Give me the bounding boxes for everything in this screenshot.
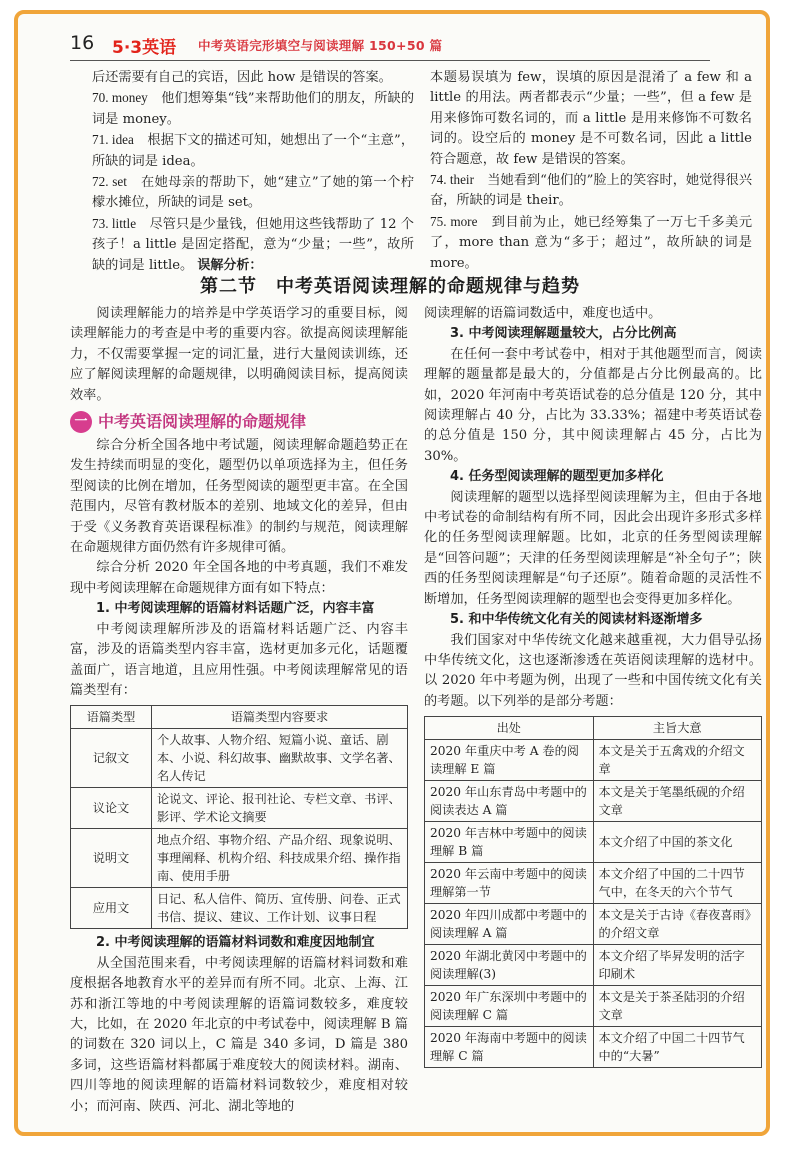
table-header-cell: 语篇类型内容要求: [152, 706, 408, 729]
table-cell: 2020 年海南中考题中的阅读理解 C 篇: [425, 1027, 594, 1068]
table-cell: 2020 年云南中考题中的阅读理解第一节: [425, 863, 594, 904]
book-title: 中考英语完形填空与阅读理解 150+50 篇: [198, 38, 443, 53]
table-cell: 地点介绍、事物介绍、产品介绍、现象说明、事理阐释、机构介绍、科技成果介绍、操作指南、使用手册: [152, 829, 408, 888]
table-header-row: [425, 717, 762, 740]
table-cell: 议论文: [71, 788, 152, 829]
culture-exam-table: [424, 716, 762, 1068]
main-right-column: [424, 304, 762, 1072]
intro-paragraph: 阅读理解能力的培养是中学英语学习的重要目标，阅读理解能力的考查是中考的重要内容。欲提高阅读理解能力，不仅需要掌握一定的词汇量，进行大量阅读训练，还应了解阅读理解的命题规律，以明确阅读目标，提高阅读效率。: [70, 306, 408, 403]
genre-table: [70, 705, 408, 929]
table-cell: 2020 年吉林中考题中的阅读理解 B 篇: [425, 822, 594, 863]
table-cell: 说明文: [71, 829, 152, 888]
header-rule: [70, 60, 710, 61]
subsection-heading: [70, 410, 408, 434]
table-cell: 本文介绍了毕昇发明的活字印刷术: [593, 945, 762, 986]
paragraph: 从全国范围来看，中考阅读理解的语篇材料词数和难度根据各地教育水平的差异而有所不同。北京、上海、江苏和浙江等地的中考阅读理解的语篇词数较多，难度较大，比如，在 2020 年北京的中考试卷中，阅读理解 B 篇的词数在 320 词以上，C 篇是 340 多词，D 篇是 380 多词，这些语篇材料都属于难度较大的阅读材料。湖南、四川等地的阅读理解的语篇材料词数较少，难度相对较小；而河南、陕西、河北、湖北等地的: [70, 955, 408, 1114]
table-cell: 记叙文: [71, 729, 152, 788]
table-header-row: [71, 706, 408, 729]
table-cell: 论说文、评论、报刊社论、专栏文章、书评、影评、学术论文摘要: [152, 788, 408, 829]
answer-item: 72. set 在她母亲的帮助下，她“建立”了她的第一个柠檬水摊位，所缺的词是 set。: [92, 174, 415, 211]
table-row: [71, 729, 408, 788]
table-cell: 本文是关于古诗《春夜喜雨》的介绍文章: [593, 904, 762, 945]
table-cell: 2020 年四川成都中考题中的阅读理解 A 篇: [425, 904, 594, 945]
point-heading: 3. 中考阅读理解题量较大，占分比例高: [450, 326, 677, 342]
table-row: [425, 781, 762, 822]
table-header-cell: 语篇类型: [71, 706, 152, 729]
table-cell: 2020 年山东青岛中考题中的阅读表达 A 篇: [425, 781, 594, 822]
table-row: [425, 740, 762, 781]
point-heading: 1. 中考阅读理解的语篇材料话题广泛，内容丰富: [96, 601, 375, 617]
table-cell: 2020 年重庆中考 A 卷的阅读理解 E 篇: [425, 740, 594, 781]
table-cell: 日记、私人信件、简历、宣传册、问卷、正式书信、提议、建议、工作计划、议事日程: [152, 888, 408, 929]
section-title: 第二节 中考英语阅读理解的命题规律与趋势: [200, 276, 580, 297]
table-row: [425, 986, 762, 1027]
table-cell: 本文介绍了中国的二十四节气中，在冬天的六个节气: [593, 863, 762, 904]
paragraph: 综合分析 2020 年全国各地的中考真题，我们不难发现中考阅读理解在命题规律方面有如下特点：: [70, 560, 408, 596]
paragraph: 阅读理解的题型以选择型阅读理解为主，但由于各地中考试卷的命制结构有所不同，因此会出现许多形式多样化的任务型阅读理解题。比如，北京的任务型阅读理解是“回答问题”；天津的任务型阅读理解是“补全句子”；陕西的任务型阅读理解是“句子还原”。随着命题的灵活性不断增加，任务型阅读理解的题型也会变得更加多样化。: [424, 489, 762, 607]
point-heading: 5. 和中华传统文化有关的阅读材料逐渐增多: [450, 612, 703, 628]
table-row: [425, 1027, 762, 1068]
subsection-badge: 一: [70, 411, 92, 433]
paragraph: 阅读理解的语篇词数适中，难度也适中。: [424, 306, 662, 321]
table-cell: 本文是关于茶圣陆羽的介绍文章: [593, 986, 762, 1027]
table-header-cell: 主旨大意: [593, 717, 762, 740]
paragraph: 中考阅读理解所涉及的语篇材料话题广泛、内容丰富，涉及的语篇类型内容丰富，选材更加多元化，话题覆盖面广，语言地道，且应用性强。中考阅读理解常见的语篇类型有：: [70, 621, 408, 698]
table-row: [71, 888, 408, 929]
brand-logo: 5·3英语: [112, 38, 177, 58]
table-cell: 个人故事、人物介绍、短篇小说、童话、剧本、小说、科幻故事、幽默故事、文学名著、名人传记: [152, 729, 408, 788]
table-row: [425, 904, 762, 945]
point-heading: 4. 任务型阅读理解的题型更加多样化: [450, 469, 664, 485]
table-row: [71, 829, 408, 888]
table-cell: 2020 年广东深圳中考题中的阅读理解 C 篇: [425, 986, 594, 1027]
point-heading: 2. 中考阅读理解的语篇材料词数和难度因地制宜: [96, 935, 375, 951]
table-cell: 应用文: [71, 888, 152, 929]
table-row: [425, 945, 762, 986]
paragraph: 我们国家对中华传统文化越来越重视，大力倡导弘扬中华传统文化，这也逐渐渗透在英语阅读理解的选材中。以 2020 年中考题为例，出现了一些和中国传统文化有关的考题。以下列举的是部分考题：: [424, 632, 762, 709]
error-analysis-label: 误解分析：: [197, 257, 263, 273]
page-header: [70, 30, 710, 60]
answer-item: 70. money 他们想筹集“钱”来帮助他们的朋友，所缺的词是 money。: [92, 90, 415, 127]
table-row: [425, 822, 762, 863]
error-analysis-text: 本题易误填为 few，误填的原因是混淆了 a few 和 a little 的用法。两者都表示“少量；一些”，但 a few 是用来修饰可数名词的，而 a little 是用来修饰不可数名词的。设空后的 money 是不可数名词，因此 a little 符合题意，故 few 是错误的答案。: [430, 70, 752, 167]
table-cell: 本文介绍了中国二十四节气中的“大暑”: [593, 1027, 762, 1068]
answer-item: 71. idea 根据下文的描述可知，她想出了一个“主意”，所缺的词是 idea。: [92, 132, 415, 169]
paragraph: 综合分析全国各地中考试题，阅读理解命题趋势正在发生持续而明显的变化，题型仍以单项选择为主，但任务型阅读的比例在增加，任务型阅读的题型更丰富。在全国范围内，尽管有教材版本的差别、地域文化的差异，但由于受《义务教育英语课程标准》的制约与规范，阅读理解在命题规律方面仍然有许多规律可循。: [70, 438, 408, 556]
table-cell: 本文是关于五禽戏的介绍文章: [593, 740, 762, 781]
table-header-cell: 出处: [425, 717, 594, 740]
table-row: [425, 863, 762, 904]
paragraph: 在任何一套中考试卷中，相对于其他题型而言，阅读理解的题量都是最大的，分值都是占分比例最高的。比如，2020 年河南中考英语试卷的总分值是 120 分，其中阅读理解占 40 分，占比为 33.33%；福建中考英语试卷的总分值是 150 分，其中阅读理解占 45 分，占比为 30%。: [424, 346, 762, 464]
table-cell: 2020 年湖北黄冈中考题中的阅读理解(3): [425, 945, 594, 986]
answers-right-column: [430, 68, 752, 274]
answer-item: 75. more 到目前为止，她已经筹集了一万七千多美元了，more than 意为“多于；超过”，故所缺的词是 more。: [430, 213, 753, 271]
page-number: 16: [70, 32, 95, 54]
answers-lead: 后还需要有自己的宾语，因此 how 是错误的答案。: [92, 70, 392, 85]
answer-item: 73. little 尽管只是少量钱，但她用这些钱帮助了 12 个孩子！a little 是固定搭配，意为“少量；一些”，故所缺的词是 little。 误解分析：: [92, 215, 414, 273]
table-cell: 本文是关于笔墨纸砚的介绍文章: [593, 781, 762, 822]
answer-item: 74. their 当她看到“他们的”脸上的笑容时，她觉得很兴奋，所缺的词是 their。: [430, 172, 753, 209]
table-cell: 本文介绍了中国的茶文化: [593, 822, 762, 863]
answers-left-column: [92, 68, 414, 276]
main-left-column: [70, 304, 408, 1117]
subsection-title: 中考英语阅读理解的命题规律: [98, 412, 307, 432]
table-row: [71, 788, 408, 829]
